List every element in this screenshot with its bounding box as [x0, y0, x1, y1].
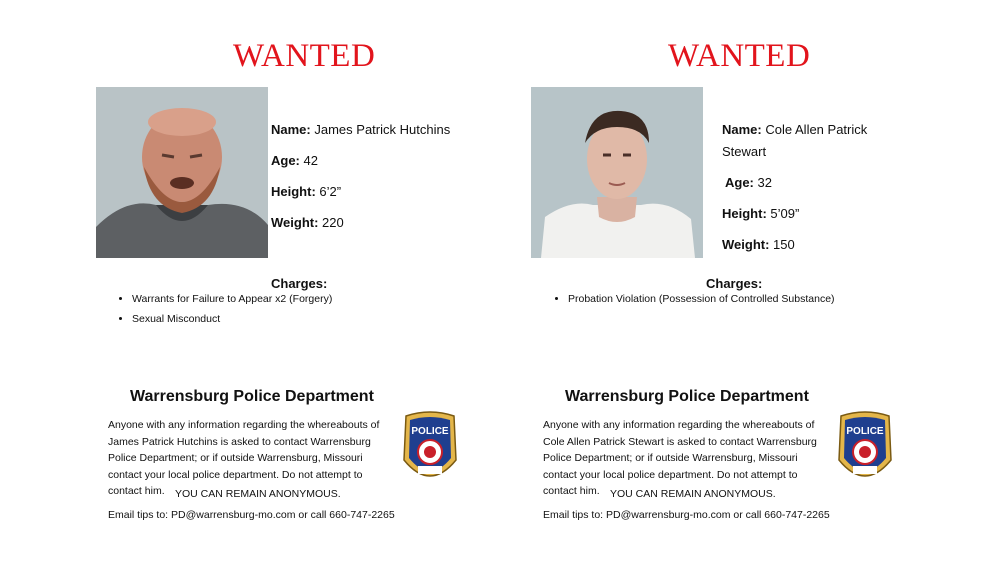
anonymous-note: YOU CAN REMAIN ANONYMOUS. [175, 488, 341, 500]
charges-list [550, 293, 835, 313]
age-label: Age: [725, 175, 754, 190]
info-paragraph: Anyone with any information regarding the whereabouts of Cole Allen Patrick Stewart is asked to contact Warrensburg Police Department; or if outside Warrensburg, Missouri contact your local police department. Do not attempt to contact him. [543, 419, 817, 497]
wanted-title: WANTED [668, 38, 811, 74]
weight-label: Weight: [271, 215, 319, 230]
mugshot-photo [531, 87, 703, 258]
suspect-info [722, 122, 867, 260]
name-label: Name: [271, 122, 311, 137]
charge-item: • Sexual Misconduct [132, 313, 332, 325]
weight-value: 150 [773, 237, 795, 252]
charge-item: • Probation Violation (Possession of Controlled Substance) [568, 293, 835, 305]
tip-contact: Email tips to: PD@warrensburg-mo.com or call 660-747-2265 [543, 509, 830, 521]
wanted-title: WANTED [233, 38, 376, 74]
charges-heading: Charges: [271, 276, 328, 291]
charges-heading: Charges: [706, 276, 763, 291]
name-label: Name: [722, 122, 762, 137]
anonymous-note: YOU CAN REMAIN ANONYMOUS. [610, 488, 776, 500]
charge-item: • Warrants for Failure to Appear x2 (Forgery) [132, 293, 332, 305]
badge-lettering: POLICE [846, 426, 884, 437]
weight-row [271, 215, 450, 230]
department-name: Warrensburg Police Department [130, 388, 374, 405]
age-label: Age: [271, 153, 300, 168]
height-row [722, 206, 867, 221]
height-value: 5’09” [770, 206, 800, 221]
name-value: Cole Allen Patrick [765, 122, 868, 137]
suspect-info [271, 122, 450, 238]
weight-label: Weight: [722, 237, 770, 252]
badge-lettering: POLICE [411, 426, 449, 437]
age-row [271, 153, 450, 168]
height-row [271, 184, 450, 199]
wanted-poster-stewart [435, 0, 935, 563]
weight-row [722, 237, 867, 252]
department-name: Warrensburg Police Department [565, 388, 809, 405]
height-label: Height: [271, 184, 316, 199]
charges-list [114, 293, 332, 333]
age-value: 42 [303, 153, 318, 168]
name-row [271, 122, 450, 137]
age-row [722, 175, 867, 190]
age-value: 32 [757, 175, 772, 190]
height-label: Height: [722, 206, 767, 221]
name-value: James Patrick Hutchins [314, 122, 451, 137]
mugshot-photo [96, 87, 268, 258]
tip-contact: Email tips to: PD@warrensburg-mo.com or call 660-747-2265 [108, 509, 395, 521]
info-paragraph: Anyone with any information regarding the whereabouts of James Patrick Hutchins is asked to contact Warrensburg Police Department; or if outside Warrensburg, Missouri contact your local police department. Do not attempt to contact him. [108, 419, 380, 497]
weight-value: 220 [322, 215, 344, 230]
name-continuation: Stewart [722, 144, 767, 159]
height-value: 6’2” [319, 184, 342, 199]
police-badge-icon [835, 410, 895, 490]
name-row [722, 122, 867, 137]
